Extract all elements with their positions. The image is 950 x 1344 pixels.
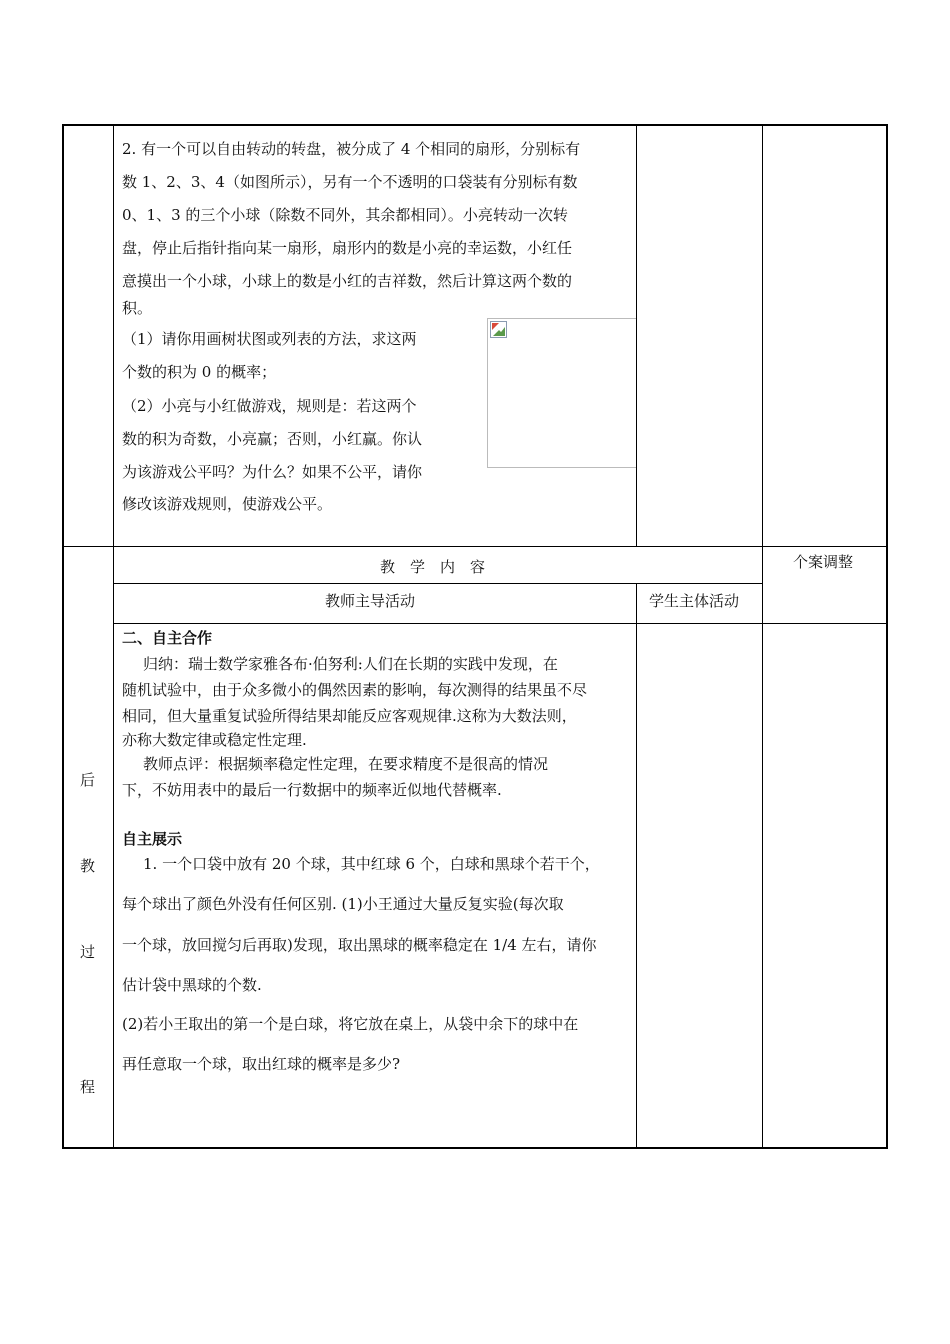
right-border bbox=[886, 124, 888, 1149]
ex1-line-2: 每个球出了颜色外没有任何区别. (1)小王通过大量反复实验(每次取 bbox=[122, 895, 564, 913]
summary-line-3: 相同，但大量重复试验所得结果却能反应客观规律.这称为大数法则， bbox=[122, 707, 577, 725]
q2-line-5: 意摸出一个小球，小球上的数是小红的吉祥数，然后计算这两个数的 bbox=[122, 272, 573, 290]
section-title: 二、自主合作 bbox=[122, 629, 213, 647]
q2-line-4: 盘，停止后指针指向某一扇形，扇形内的数是小亮的幸运数，小红任 bbox=[122, 239, 573, 257]
top-border bbox=[62, 124, 888, 126]
q2-sub2-line-3: 为该游戏公平吗？为什么？如果不公平，请你 bbox=[122, 463, 423, 481]
header-student: 学生主体活动 bbox=[649, 592, 740, 610]
q2-sub2-line-2: 数的积为奇数，小亮赢；否则，小红赢。你认 bbox=[122, 430, 423, 448]
side-char-3: 过 bbox=[80, 943, 96, 961]
side-char-1: 后 bbox=[80, 771, 96, 789]
spinner-figure-placeholder bbox=[487, 318, 636, 468]
col-divider-2b bbox=[636, 583, 637, 1148]
row-divider-3 bbox=[113, 623, 888, 624]
q2-line-1: 2. 有一个可以自由转动的转盘，被分成了 4 个相同的扇形，分别标有 bbox=[122, 140, 581, 158]
summary-line-1: 归纳：瑞士数学家雅各布·伯努利:人们在长期的实践中发现，在 bbox=[143, 655, 558, 673]
q2-line-2: 数 1、2、3、4（如图所示），另有一个不透明的口袋装有分别标有数 bbox=[122, 173, 578, 191]
header-teacher: 教师主导活动 bbox=[325, 592, 416, 610]
ex1-line-1: 1. 一个口袋中放有 20 个球，其中红球 6 个，白球和黑球个若干个， bbox=[143, 855, 600, 873]
side-char-4: 程 bbox=[80, 1078, 96, 1096]
ex1-line-3: 一个球，放回搅匀后再取)发现，取出黑球的概率稳定在 1/4 左右，请你 bbox=[122, 936, 597, 954]
header-adjust: 个案调整 bbox=[793, 553, 854, 571]
q2-sub2-line-4: 修改该游戏规则，使游戏公平。 bbox=[122, 495, 333, 513]
col-divider-2a bbox=[636, 124, 637, 546]
left-border bbox=[62, 124, 64, 1149]
header-content: 教 学 内 容 bbox=[380, 558, 486, 576]
summary-line-4: 亦称大数定律或稳定性定理. bbox=[122, 731, 307, 749]
side-char-2: 教 bbox=[80, 857, 96, 875]
ex1-line-4: 估计袋中黑球的个数. bbox=[122, 976, 262, 994]
ex2-line-1: (2)若小王取出的第一个是白球，将它放在桌上，从袋中余下的球中在 bbox=[122, 1015, 579, 1033]
broken-image-icon bbox=[490, 321, 507, 338]
comment-line-2: 下，不妨用表中的最后一行数据中的频率近似地代替概率. bbox=[122, 781, 502, 799]
q2-line-3: 0、1、3 的三个小球（除数不同外，其余都相同）。小亮转动一次转 bbox=[122, 206, 568, 224]
col-divider-3 bbox=[762, 124, 763, 1149]
summary-line-2: 随机试验中，由于众多微小的偶然因素的影响，每次测得的结果虽不尽 bbox=[122, 681, 588, 699]
show-title: 自主展示 bbox=[122, 830, 183, 848]
row-divider-1 bbox=[62, 546, 888, 547]
ex2-line-2: 再任意取一个球，取出红球的概率是多少? bbox=[122, 1055, 401, 1073]
q2-sub1-line-1: （1）请你用画树状图或列表的方法，求这两 bbox=[122, 330, 417, 348]
q2-sub1-line-2: 个数的积为 0 的概率； bbox=[122, 363, 277, 381]
comment-line-1: 教师点评：根据频率稳定性定理，在要求精度不是很高的情况 bbox=[143, 755, 549, 773]
col-divider-1 bbox=[113, 124, 114, 1149]
q2-line-6: 积。 bbox=[122, 299, 153, 317]
q2-sub2-line-1: （2）小亮与小红做游戏，规则是：若这两个 bbox=[122, 397, 417, 415]
row-divider-2 bbox=[113, 583, 763, 584]
bottom-border bbox=[62, 1147, 888, 1149]
